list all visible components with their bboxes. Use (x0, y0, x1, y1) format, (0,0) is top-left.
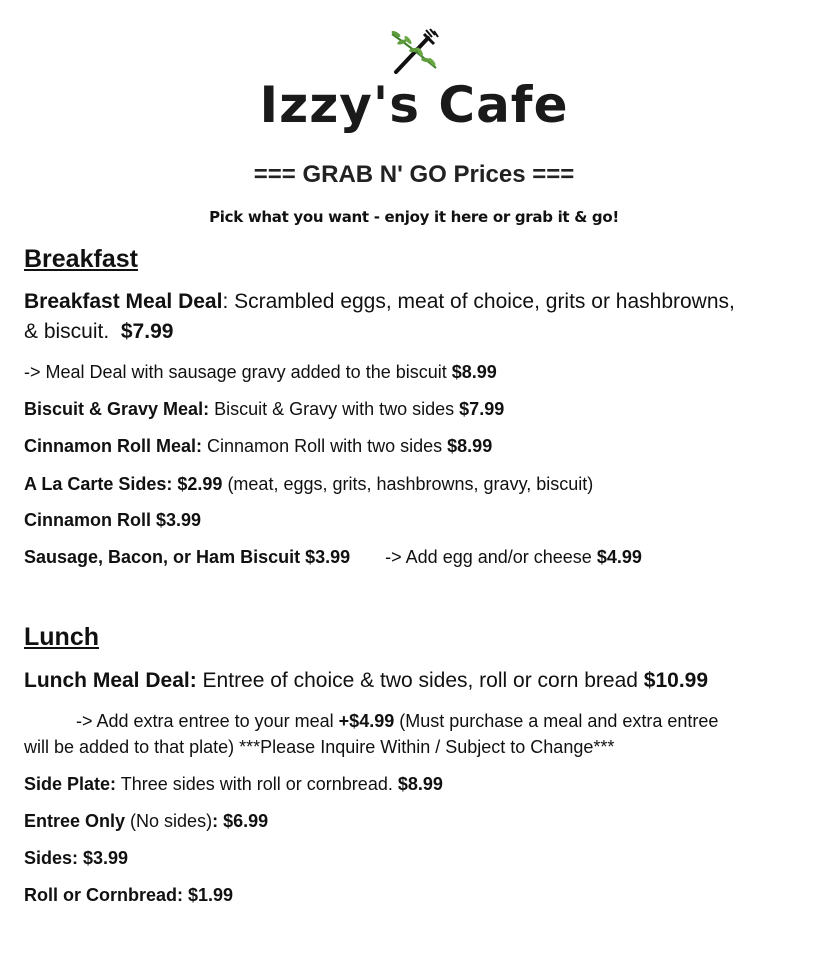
item-desc: (meat, eggs, grits, hashbrowns, gravy, biscuit) (227, 474, 594, 494)
item-name: Biscuit & Gravy Meal: (24, 399, 210, 419)
item-name: A La Carte Sides: $2.99 (24, 474, 223, 494)
item-price: : $6.99 (212, 811, 269, 831)
item-price: +$4.99 (338, 711, 395, 731)
item-desc: : Scrambled eggs, meat of choice, grits or hashbrowns, (222, 290, 735, 313)
entree-only (24, 807, 814, 835)
cafe-name: Izzy's Cafe (259, 76, 569, 134)
lunch-sides (24, 844, 814, 872)
item-name: Sides: $3.99 (24, 848, 129, 868)
item-desc: Cinnamon Roll with two sides (207, 436, 443, 456)
biscuit-sandwich (24, 543, 814, 571)
gravy-addon (24, 358, 814, 386)
item-desc: -> Meal Deal with sausage gravy added to the biscuit (24, 362, 447, 382)
item-name: Breakfast Meal Deal (24, 290, 223, 313)
item-desc: Biscuit & Gravy with two sides (214, 399, 455, 419)
lunch-meal-deal (24, 667, 814, 695)
item-price: $4.99 (596, 547, 642, 567)
side-plate (24, 770, 814, 798)
item-desc: Entree of choice & two sides, roll or corn bread (202, 669, 638, 692)
extra-entree (24, 707, 814, 735)
extra-entree-note (24, 733, 814, 761)
item-desc: Three sides with roll or cornbread. (120, 774, 393, 794)
biscuit-gravy-meal (24, 395, 814, 423)
cinnamon-roll (24, 506, 814, 534)
item-price: $8.99 (397, 774, 443, 794)
item-addon: -> Add egg and/or cheese (385, 547, 592, 567)
breakfast-heading: Breakfast (24, 245, 138, 273)
item-price: $8.99 (447, 436, 493, 456)
item-name: Roll or Cornbread: $1.99 (24, 885, 234, 905)
item-price: $7.99 (459, 399, 505, 419)
breakfast-meal-deal (24, 288, 814, 316)
fork-and-herb-icon (384, 28, 444, 76)
logo (0, 28, 828, 132)
item-name: Side Plate: (24, 774, 117, 794)
item-name: Cinnamon Roll $3.99 (24, 510, 202, 530)
item-desc: (No sides) (130, 811, 213, 831)
item-note: will be added to that plate) ***Please Inquire Within / Subject to Change*** (24, 737, 615, 757)
item-name: Lunch Meal Deal: (24, 669, 197, 692)
breakfast-meal-deal-cont (24, 318, 814, 346)
item-price: $7.99 (120, 320, 174, 343)
roll-cornbread (24, 881, 814, 909)
item-note: (Must purchase a meal and extra entree (399, 711, 719, 731)
cinnamon-roll-meal (24, 432, 814, 460)
item-price: $10.99 (643, 669, 709, 692)
item-name: Sausage, Bacon, or Ham Biscuit $3.99 (24, 547, 351, 567)
lunch-heading: Lunch (24, 623, 99, 651)
menu-subtitle: === GRAB N' GO Prices === (253, 161, 575, 188)
item-desc: -> Add extra entree to your meal (76, 711, 334, 731)
item-desc: & biscuit. (24, 320, 110, 343)
menu-tagline: Pick what you want - enjoy it here or grab it & go! (209, 208, 619, 226)
item-name: Cinnamon Roll Meal: (24, 436, 203, 456)
item-name: Entree Only (24, 811, 126, 831)
a-la-carte-sides (24, 470, 814, 498)
item-price: $8.99 (451, 362, 497, 382)
